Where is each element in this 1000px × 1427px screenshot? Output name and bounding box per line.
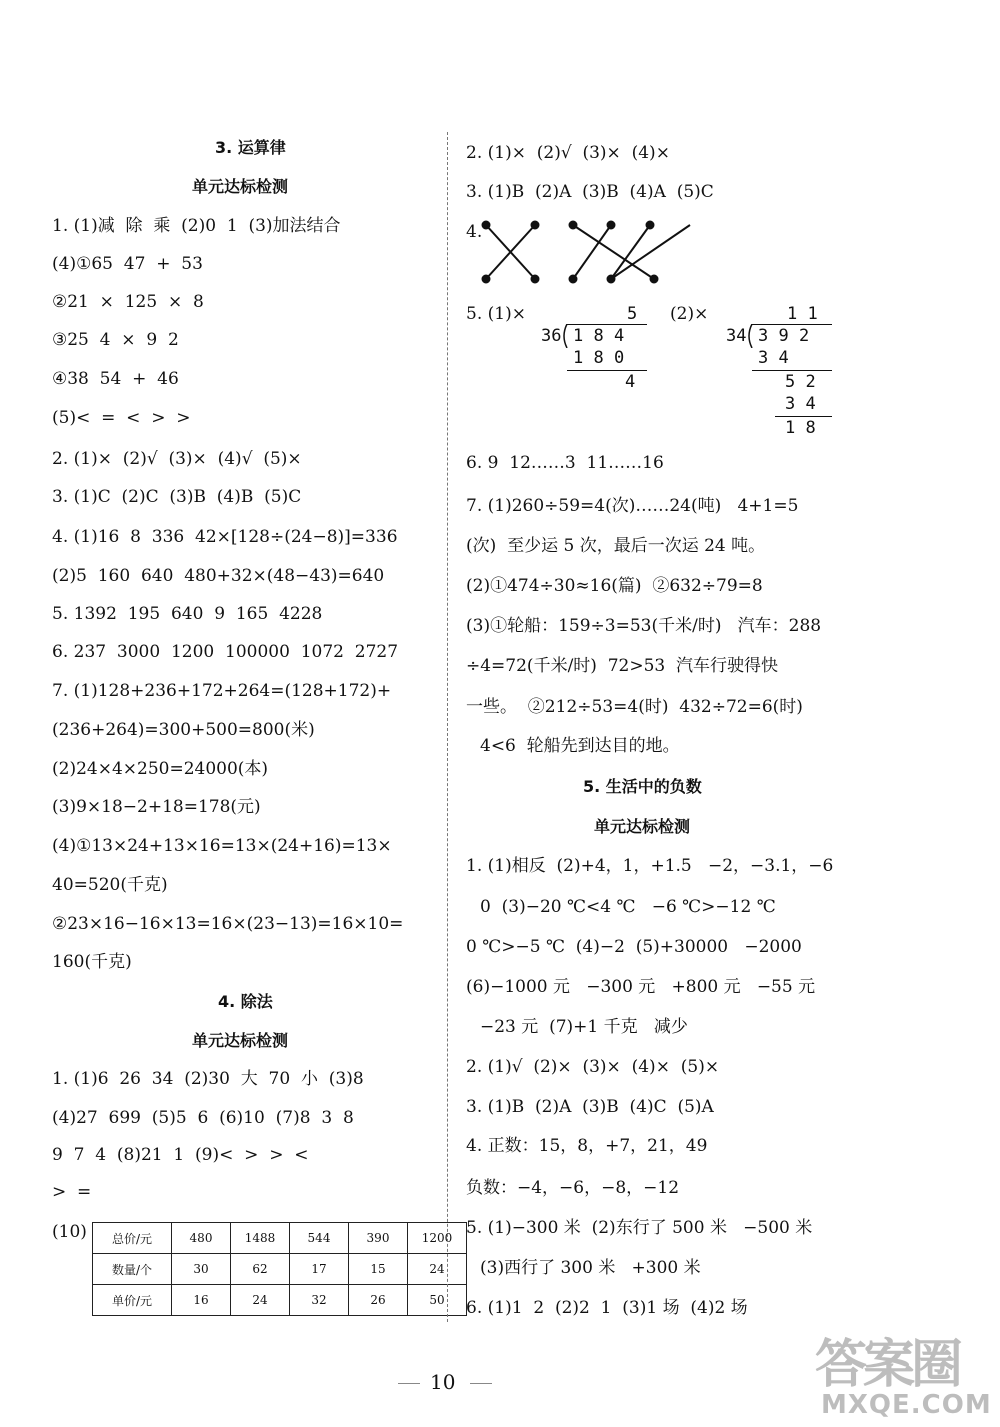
answer-line: 7. (1)128+236+172+264=(128+172)+: [52, 681, 392, 701]
answer-line: 1. (1)减 除 乘 (2)0 1 (3)加法结合: [52, 216, 341, 236]
answer-line: 6. (1)1 2 (2)2 1 (3)1 场 (4)2 场: [466, 1298, 748, 1318]
section5-subtitle: 单元达标检测: [594, 817, 691, 836]
answer-line: (2)①474÷30≈16(篇) ②632÷79=8: [466, 576, 763, 596]
division-bracket: [745, 324, 755, 348]
answer-line: 0 (3)−20 ℃<4 ℃ −6 ℃>−12 ℃: [480, 897, 776, 917]
match-dot: [532, 222, 539, 229]
section4-title: 4. 除法: [218, 992, 273, 1011]
answer-line: (6)−1000 元 −300 元 +800 元 −55 元: [466, 977, 816, 997]
answer-line: 4<6 轮船先到达目的地。: [480, 736, 680, 756]
answer-line: (236+264)=300+500=800(米): [52, 720, 315, 740]
watermark-logo-text: 答案圈: [815, 1335, 960, 1395]
match-line: [611, 225, 650, 279]
division-remainder: 4: [625, 372, 636, 392]
division-bracket: [560, 324, 570, 348]
section3-title: 3. 运算律: [215, 138, 286, 157]
answer-line: 3. (1)B (2)A (3)B (4)C (5)A: [466, 1097, 714, 1117]
answer-line: (2)×: [670, 304, 709, 324]
answer-line: ③25 4 × 9 2: [52, 330, 179, 350]
table-cell: 62: [231, 1254, 290, 1285]
answer-line: ÷4=72(千米/时) 72>53 汽车行驶得快: [466, 656, 779, 676]
row-header: 数量/个: [93, 1254, 172, 1285]
answer-line: (4)27 699 (5)5 6 (6)10 (7)8 3 8: [52, 1108, 354, 1128]
division-dividend: 3 9 2: [758, 326, 810, 346]
answer-line: 1. (1)6 26 34 (2)30 大 70 小 (3)8: [52, 1069, 364, 1089]
division-bar: [752, 370, 832, 371]
division-dividend: 1 8 4: [573, 326, 625, 346]
table-cell: 480: [172, 1223, 231, 1254]
table-cell: 15: [349, 1254, 408, 1285]
answer-line: 2. (1)√ (2)× (3)× (4)× (5)×: [466, 1057, 720, 1077]
division-quotient: 1 1: [787, 304, 818, 324]
match-dot: [647, 222, 654, 229]
division-divisor: 34: [726, 326, 747, 346]
page-number: 10: [430, 1370, 456, 1394]
answer-line: 4.: [466, 222, 483, 242]
section5-title: 5. 生活中的负数: [583, 777, 702, 796]
answer-line: 一些。 ②212÷53=4(时) 432÷72=6(时): [466, 697, 803, 717]
answer-line: 6. 237 3000 1200 100000 1072 2727: [52, 642, 399, 662]
answer-line: 4. 正数：15，8，+7，21，49: [466, 1136, 708, 1156]
answer-line: ②23×16−16×13=16×(23−13)=16×10=: [52, 914, 404, 934]
answer-line: (次) 至少运 5 次，最后一次运 24 吨。: [466, 536, 766, 556]
match-dot: [608, 276, 615, 283]
answer-line: −23 元 (7)+1 千克 减少: [480, 1017, 688, 1037]
table-cell: 26: [349, 1285, 408, 1316]
answer-line: 40=520(千克): [52, 875, 168, 895]
answer-line: (5)< = < > >: [52, 408, 191, 428]
column-divider: [447, 132, 448, 1322]
table-cell: 544: [290, 1223, 349, 1254]
match-line: [573, 225, 654, 279]
answer-line: 5. (1)×: [466, 304, 526, 324]
section4-subtitle: 单元达标检测: [192, 1031, 289, 1050]
table-cell: 1488: [231, 1223, 290, 1254]
table-cell: 32: [290, 1285, 349, 1316]
answer-line: (3)①轮船：159÷3=53(千米/时) 汽车：288: [466, 616, 822, 636]
match-dot: [483, 222, 490, 229]
match-dot: [532, 276, 539, 283]
division-step: 3 4: [758, 348, 789, 368]
table-cell: 24: [231, 1285, 290, 1316]
match-line: [573, 225, 611, 279]
table-cell: 50: [408, 1285, 467, 1316]
table-cell: 16: [172, 1285, 231, 1316]
division-bar: [567, 370, 647, 371]
answer-line: 9 7 4 (8)21 1 (9)< > > <: [52, 1145, 309, 1165]
watermark-site: MXQE.COM: [821, 1390, 992, 1420]
division-quotient: 5: [627, 304, 638, 324]
division-bar: [775, 416, 832, 417]
answer-line: (4)①65 47 + 53: [52, 254, 203, 274]
answer-line: 7. (1)260÷59=4(次)……24(吨) 4+1=5: [466, 496, 799, 516]
answer-line: (4)①13×24+13×16=13×(24+16)=13×: [52, 836, 392, 856]
division-product: 1 8 0: [573, 348, 625, 368]
division-divisor: 36: [541, 326, 562, 346]
match-dot: [608, 222, 615, 229]
answer-line: 160(千克): [52, 952, 132, 972]
answer-line: 负数：−4，−6，−8，−12: [466, 1178, 680, 1198]
division-step: 5 2: [785, 372, 816, 392]
table-row: [93, 1223, 467, 1254]
match-dot: [570, 276, 577, 283]
row-header: 总价/元: [93, 1223, 172, 1254]
table-row: [93, 1285, 467, 1316]
answer-line: 3. (1)B (2)A (3)B (4)A (5)C: [466, 182, 714, 202]
answer-line: 5. (1)−300 米 (2)东行了 500 米 −500 米: [466, 1218, 813, 1238]
answer-line: (2)5 160 640 480+32×(48−43)=640: [52, 566, 385, 586]
answer-line: (3)西行了 300 米 +300 米: [480, 1258, 701, 1278]
row-header: 单价/元: [93, 1285, 172, 1316]
match-line: [611, 225, 690, 279]
watermark-logo: [815, 1322, 992, 1422]
match-dot: [483, 276, 490, 283]
division-bar: [752, 324, 832, 325]
answer-line: 2. (1)× (2)√ (3)× (4)√ (5)×: [52, 449, 302, 469]
matching-diagram: [480, 215, 700, 290]
table-label: (10): [52, 1222, 87, 1242]
answer-line: ②21 × 125 × 8: [52, 292, 204, 312]
match-dot: [651, 276, 658, 283]
answer-line: 6. 9 12……3 11……16: [466, 453, 664, 473]
match-dot: [570, 222, 577, 229]
table-cell: 17: [290, 1254, 349, 1285]
section3-subtitle: 单元达标检测: [192, 177, 289, 196]
price-table: [92, 1222, 467, 1316]
division-bar: [567, 324, 647, 325]
table-row: [93, 1254, 467, 1285]
answer-line: 5. 1392 195 640 9 165 4228: [52, 604, 323, 624]
table-cell: 24: [408, 1254, 467, 1285]
answer-line: 0 ℃>−5 ℃ (4)−2 (5)+30000 −2000: [466, 937, 802, 957]
answer-line: (2)24×4×250=24000(本): [52, 759, 269, 779]
answer-line: 1. (1)相反 (2)+4，1，+1.5 −2，−3.1，−6: [466, 856, 834, 876]
table-cell: 390: [349, 1223, 408, 1254]
page-number-dash: [398, 1383, 420, 1384]
table-cell: 1200: [408, 1223, 467, 1254]
answer-line: ④38 54 + 46: [52, 369, 179, 389]
answer-line: 2. (1)× (2)√ (3)× (4)×: [466, 143, 670, 163]
answer-line: 3. (1)C (2)C (3)B (4)B (5)C: [52, 487, 302, 507]
answer-line: > =: [52, 1182, 92, 1202]
division-step: 3 4: [785, 394, 816, 414]
answer-line: 4. (1)16 8 336 42×[128÷(24−8)]=336: [52, 527, 398, 547]
division-remainder: 1 8: [785, 418, 816, 438]
table-cell: 30: [172, 1254, 231, 1285]
page-number-dash: [470, 1383, 492, 1384]
answer-line: (3)9×18−2+18=178(元): [52, 797, 261, 817]
